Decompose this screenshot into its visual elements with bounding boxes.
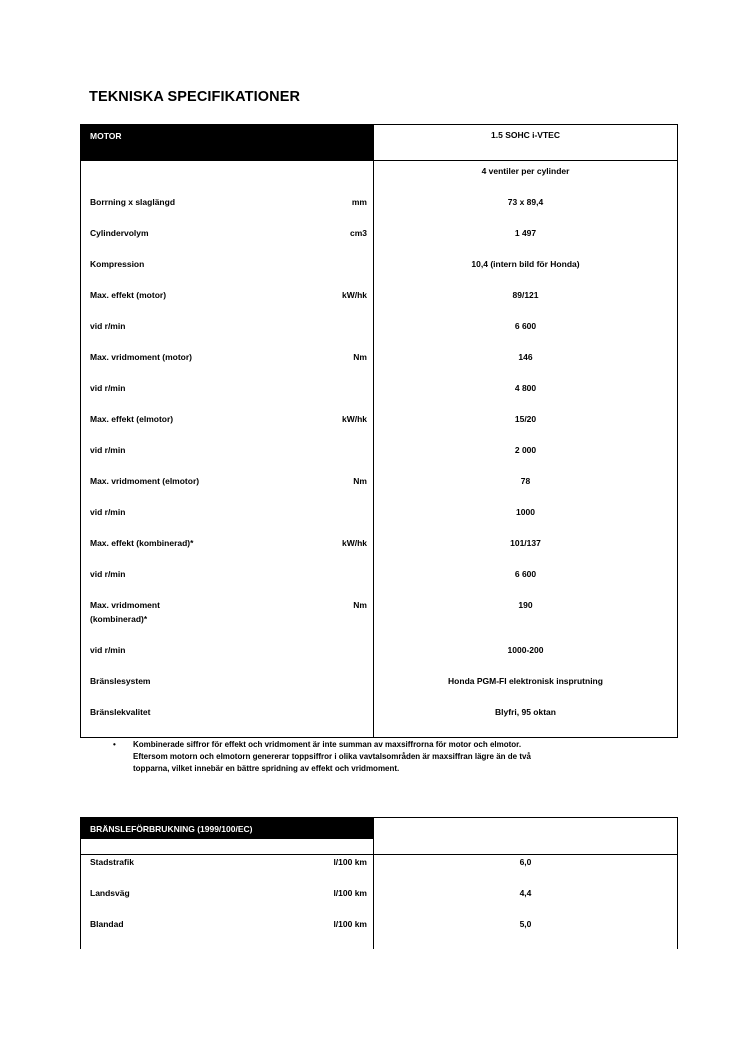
engine-row-value: 6 600 bbox=[514, 321, 537, 331]
engine-header-divider bbox=[81, 160, 677, 161]
fuel-row-unit: l/100 km bbox=[333, 919, 367, 929]
engine-row-value: 73 x 89,4 bbox=[507, 197, 544, 207]
engine-header-label: MOTOR bbox=[90, 131, 122, 141]
engine-row-unit: kW/hk bbox=[341, 414, 367, 424]
engine-row-value: 101/137 bbox=[510, 538, 541, 548]
engine-row-value: 2 000 bbox=[514, 445, 537, 455]
fuel-header-label: BRÄNSLEFÖRBRUKNING (1999/100/EC) bbox=[90, 824, 253, 834]
engine-row-label: Max. effekt (motor) bbox=[90, 290, 167, 300]
engine-row-value: 146 bbox=[518, 352, 533, 362]
engine-row-unit: Nm bbox=[353, 352, 367, 362]
page-title: TEKNISKA SPECIFIKATIONER bbox=[89, 89, 301, 105]
engine-row-value: 78 bbox=[520, 476, 531, 486]
engine-row-label: vid r/min bbox=[90, 383, 126, 393]
fuel-row-unit: l/100 km bbox=[333, 888, 367, 898]
fuel-row-value: 5,0 bbox=[519, 919, 532, 929]
engine-row-label: vid r/min bbox=[90, 321, 126, 331]
engine-row-label: Max. vridmoment (motor) bbox=[90, 352, 193, 362]
engine-row-value: 6 600 bbox=[514, 569, 537, 579]
engine-row-label: Max. effekt (kombinerad)* bbox=[90, 538, 194, 548]
fuel-row-label: Landsväg bbox=[90, 888, 130, 898]
fuel-header-divider bbox=[81, 854, 677, 855]
engine-row-label: Max. vridmoment (elmotor) bbox=[90, 476, 200, 486]
engine-header-cell bbox=[81, 125, 373, 160]
engine-row-label: vid r/min bbox=[90, 569, 126, 579]
footnote-line: topparna, vilket innebär en bättre spridning av effekt och vridmoment. bbox=[133, 764, 400, 773]
fuel-row-label: Stadstrafik bbox=[90, 857, 134, 867]
engine-row-value: 190 bbox=[518, 600, 533, 610]
engine-row-unit: cm3 bbox=[349, 228, 367, 238]
footnote-line: Kombinerade siffror för effekt och vridmoment är inte summan av maxsiffrorna för motor och elmotor. bbox=[133, 740, 522, 749]
engine-row-label: Borrning x slaglängd bbox=[90, 197, 176, 207]
engine-row-unit: kW/hk bbox=[341, 538, 367, 548]
engine-row-label: Kompression bbox=[90, 259, 145, 269]
engine-row-value: Blyfri, 95 oktan bbox=[495, 707, 556, 717]
fuel-row-unit: l/100 km bbox=[333, 857, 367, 867]
engine-row-value: 1000-200 bbox=[507, 645, 544, 655]
engine-row-value: 10,4 (intern bild för Honda) bbox=[471, 259, 580, 269]
engine-row-value: 15/20 bbox=[514, 414, 537, 424]
engine-header-value: 1.5 SOHC i-VTEC bbox=[491, 130, 560, 140]
bullet-icon: • bbox=[113, 740, 116, 749]
engine-row-unit: Nm bbox=[353, 600, 367, 610]
fuel-header-cell bbox=[81, 818, 373, 839]
engine-row-label: vid r/min bbox=[90, 645, 126, 655]
engine-row-label: Bränslesystem bbox=[90, 676, 151, 686]
fuel-row-label: Blandad bbox=[90, 919, 124, 929]
engine-spec-table bbox=[80, 124, 678, 738]
engine-row-unit: mm bbox=[351, 197, 367, 207]
footnote-text bbox=[133, 739, 663, 775]
engine-row-value: 1000 bbox=[516, 507, 535, 517]
engine-row-value: Honda PGM-FI elektronisk insprutning bbox=[448, 676, 603, 686]
engine-row-unit: kW/hk bbox=[341, 290, 367, 300]
engine-row-value: 4 800 bbox=[514, 383, 537, 393]
engine-row-label: Max. effekt (elmotor) bbox=[90, 414, 174, 424]
engine-row-value: 4 ventiler per cylinder bbox=[481, 166, 570, 176]
engine-row-label: vid r/min bbox=[90, 445, 126, 455]
engine-row-value: 1 497 bbox=[514, 228, 537, 238]
engine-row-value: 89/121 bbox=[512, 290, 539, 300]
fuel-row-value: 4,4 bbox=[519, 888, 532, 898]
fuel-spec-table bbox=[80, 817, 678, 949]
engine-row-unit: Nm bbox=[353, 476, 367, 486]
engine-row-label: Cylindervolym bbox=[90, 228, 149, 238]
footnote-line: Eftersom motorn och elmotorn genererar toppsiffror i olika vavtalsområden är maxsiffran lägre än de två bbox=[133, 752, 531, 761]
engine-row-label: Max. vridmoment bbox=[90, 600, 160, 610]
engine-row-label: vid r/min bbox=[90, 507, 126, 517]
engine-row-label-continued: (kombinerad)* bbox=[90, 614, 148, 624]
fuel-row-value: 6,0 bbox=[519, 857, 532, 867]
engine-row-label: Bränslekvalitet bbox=[90, 707, 151, 717]
